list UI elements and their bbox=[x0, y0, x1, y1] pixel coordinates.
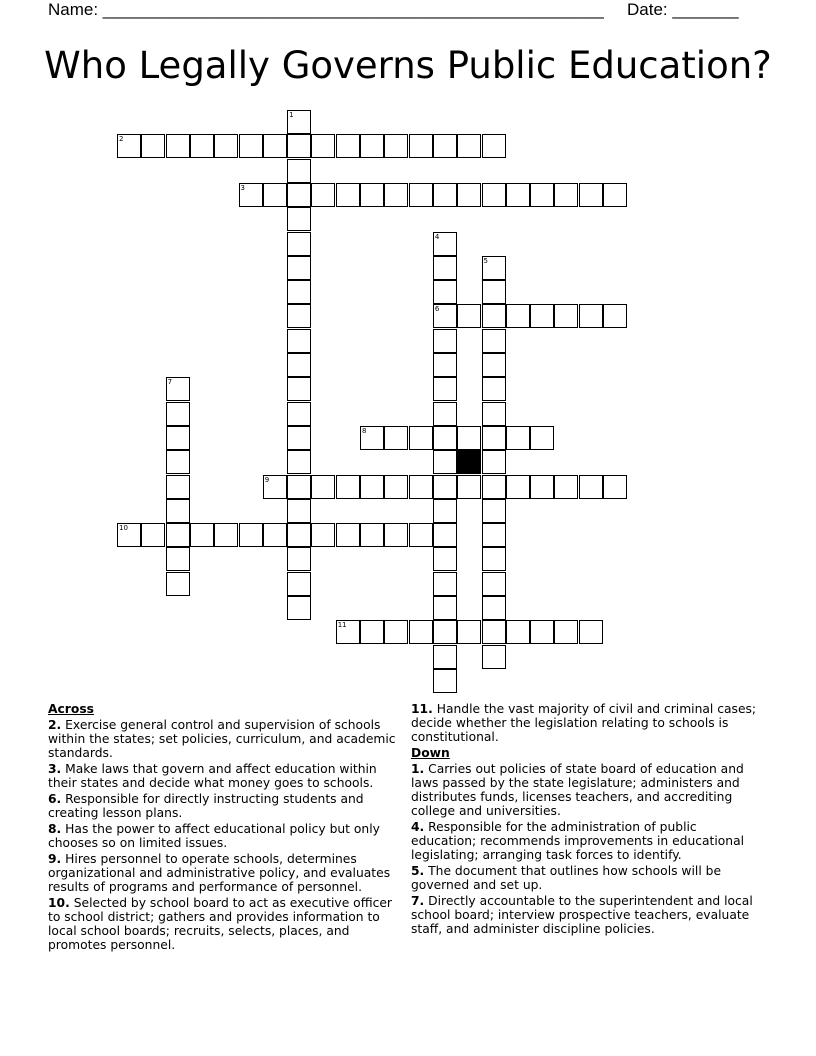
grid-cell[interactable] bbox=[506, 183, 530, 207]
grid-cell[interactable] bbox=[433, 304, 457, 328]
grid-cell[interactable] bbox=[239, 134, 263, 158]
clue-across-9: 9. Hires personnel to operate schools, determines organizational and administrative policy, and evaluates results of programs and performance of personnel. bbox=[48, 852, 391, 894]
grid-cell[interactable] bbox=[166, 450, 190, 474]
clue-number: 4 bbox=[434, 232, 440, 241]
grid-cell[interactable] bbox=[287, 110, 311, 134]
grid-cell[interactable] bbox=[287, 547, 311, 571]
grid-cell[interactable] bbox=[530, 620, 554, 644]
grid-cell[interactable] bbox=[287, 402, 311, 426]
clue-down-1: 1. Carries out policies of state board of education and laws passed by the state legislature; administers and distributes funds, licenses teachers, and accrediting college and universities. bbox=[411, 762, 744, 818]
clue-number: 8 bbox=[362, 426, 367, 435]
grid-cell[interactable] bbox=[287, 232, 311, 256]
clue-across-11: 11. Handle the vast majority of civil and criminal cases; decide whether the legislation relating to schools is constitutional. bbox=[411, 702, 757, 744]
grid-cell[interactable] bbox=[433, 523, 457, 547]
grid-cell[interactable] bbox=[166, 402, 190, 426]
grid-cell[interactable] bbox=[433, 402, 457, 426]
grid-cell[interactable] bbox=[336, 475, 360, 499]
grid-cell[interactable] bbox=[287, 572, 311, 596]
grid-cell[interactable] bbox=[482, 523, 506, 547]
grid-cell[interactable] bbox=[166, 523, 190, 547]
grid-cell[interactable] bbox=[287, 475, 311, 499]
grid-cell[interactable] bbox=[603, 304, 627, 328]
clue-across-10: 10. Selected by school board to act as executive officer to school district; gathers and provides information to local school boards; recruits, selects, places, and promotes personnel. bbox=[48, 896, 392, 952]
clue-down-7: 7. Directly accountable to the superintendent and local school board; interview prospective teachers, evaluate staff, and administer discipline policies. bbox=[411, 894, 753, 936]
grid-cell[interactable] bbox=[554, 304, 578, 328]
grid-cell[interactable] bbox=[457, 304, 481, 328]
clue-number: 5 bbox=[483, 256, 488, 265]
grid-cell[interactable] bbox=[190, 134, 214, 158]
grid-cell[interactable] bbox=[433, 645, 457, 669]
grid-cell[interactable] bbox=[409, 426, 433, 450]
grid-cell[interactable] bbox=[384, 134, 408, 158]
grid-cell[interactable] bbox=[287, 426, 311, 450]
grid-cell[interactable] bbox=[433, 232, 457, 256]
grid-cell[interactable] bbox=[530, 304, 554, 328]
grid-cell[interactable] bbox=[214, 523, 238, 547]
grid-cell[interactable] bbox=[287, 134, 311, 158]
grid-cell[interactable] bbox=[482, 377, 506, 401]
grid-cell[interactable] bbox=[603, 475, 627, 499]
page-title: Who Legally Governs Public Education? bbox=[44, 44, 772, 87]
grid-cell[interactable] bbox=[457, 620, 481, 644]
grid-cell[interactable] bbox=[311, 183, 335, 207]
grid-cell[interactable] bbox=[409, 134, 433, 158]
grid-cell[interactable] bbox=[482, 450, 506, 474]
grid-cell[interactable] bbox=[433, 475, 457, 499]
grid-cell[interactable] bbox=[166, 426, 190, 450]
grid-cell[interactable] bbox=[166, 547, 190, 571]
clue-number: 10 bbox=[119, 524, 128, 533]
grid-cell[interactable] bbox=[287, 280, 311, 304]
grid-cell[interactable] bbox=[482, 547, 506, 571]
grid-cell[interactable] bbox=[433, 134, 457, 158]
grid-cell[interactable] bbox=[360, 183, 384, 207]
grid-cell[interactable] bbox=[482, 402, 506, 426]
grid-cell[interactable] bbox=[287, 183, 311, 207]
clue-across-6: 6. Responsible for directly instructing students and creating lesson plans. bbox=[48, 792, 364, 820]
grid-cell[interactable] bbox=[579, 304, 603, 328]
grid-cell[interactable] bbox=[360, 523, 384, 547]
grid-cell[interactable] bbox=[311, 475, 335, 499]
clue-number: 11 bbox=[337, 621, 347, 630]
grid-cell[interactable] bbox=[506, 426, 530, 450]
grid-cell[interactable] bbox=[287, 499, 311, 523]
clue-number: 1 bbox=[289, 111, 294, 119]
grid-cell[interactable] bbox=[360, 620, 384, 644]
grid-cell[interactable] bbox=[336, 523, 360, 547]
grid-cell[interactable] bbox=[287, 353, 311, 377]
grid-cell[interactable] bbox=[603, 183, 627, 207]
grid-cell[interactable] bbox=[433, 572, 457, 596]
grid-cell[interactable] bbox=[287, 596, 311, 620]
grid-cell[interactable] bbox=[360, 475, 384, 499]
grid-cell[interactable] bbox=[579, 620, 603, 644]
grid-cell[interactable] bbox=[166, 134, 190, 158]
clue-across-8: 8. Has the power to affect educational policy but only chooses so on limited issues. bbox=[48, 822, 380, 850]
grid-cell[interactable] bbox=[530, 183, 554, 207]
grid-cell[interactable] bbox=[166, 377, 190, 401]
name-field-label: Name: _____________________________________________________ bbox=[48, 0, 604, 19]
grid-cell[interactable] bbox=[457, 183, 481, 207]
grid-cell[interactable] bbox=[482, 329, 506, 353]
grid-cell[interactable] bbox=[311, 134, 335, 158]
grid-cell[interactable] bbox=[482, 183, 506, 207]
clue-down-5: 5. The document that outlines how schools will be governed and set up. bbox=[411, 864, 722, 892]
grid-cell[interactable] bbox=[433, 596, 457, 620]
grid-cell[interactable] bbox=[482, 499, 506, 523]
grid-cell[interactable] bbox=[433, 669, 457, 693]
grid-cell[interactable] bbox=[336, 620, 360, 644]
grid-cell[interactable] bbox=[360, 426, 384, 450]
grid-cell[interactable] bbox=[482, 572, 506, 596]
grid-cell[interactable] bbox=[360, 134, 384, 158]
grid-cell[interactable] bbox=[482, 475, 506, 499]
grid-cell[interactable] bbox=[433, 426, 457, 450]
grid-cell[interactable] bbox=[311, 523, 335, 547]
grid-cell[interactable] bbox=[409, 523, 433, 547]
clue-across-3: 3. Make laws that govern and affect education within their states and decide what money goes to schools. bbox=[48, 762, 377, 790]
clue-number: 7 bbox=[167, 378, 173, 387]
grid-cell[interactable] bbox=[506, 304, 530, 328]
grid-cell[interactable] bbox=[457, 475, 481, 499]
grid-cell[interactable] bbox=[287, 450, 311, 474]
grid-cell[interactable] bbox=[433, 620, 457, 644]
across-clues bbox=[48, 702, 404, 954]
grid-cell[interactable] bbox=[433, 499, 457, 523]
grid-cell[interactable] bbox=[457, 426, 481, 450]
grid-cell[interactable] bbox=[166, 572, 190, 596]
grid-cell[interactable] bbox=[239, 183, 263, 207]
grid-cell[interactable] bbox=[117, 134, 141, 158]
grid-cell[interactable] bbox=[506, 475, 530, 499]
grid-cell[interactable] bbox=[554, 183, 578, 207]
grid-cell[interactable] bbox=[287, 377, 311, 401]
grid-cell[interactable] bbox=[190, 523, 214, 547]
grid-cell[interactable] bbox=[433, 450, 457, 474]
grid-cell[interactable] bbox=[579, 183, 603, 207]
grid-cell[interactable] bbox=[433, 547, 457, 571]
grid-cell[interactable] bbox=[482, 280, 506, 304]
clue-number: 9 bbox=[264, 475, 270, 484]
grid-cell[interactable] bbox=[530, 426, 554, 450]
grid-cell[interactable] bbox=[263, 134, 287, 158]
grid-cell[interactable] bbox=[263, 183, 287, 207]
grid-cell[interactable] bbox=[433, 280, 457, 304]
grid-cell[interactable] bbox=[384, 620, 408, 644]
grid-cell[interactable] bbox=[336, 183, 360, 207]
grid-cell[interactable] bbox=[287, 207, 311, 231]
date-field-label: Date: _______ bbox=[627, 0, 739, 19]
down-heading: Down bbox=[411, 746, 450, 760]
grid-cell[interactable] bbox=[287, 304, 311, 328]
grid-cell[interactable] bbox=[482, 134, 506, 158]
clue-down-4: 4. Responsible for the administration of public education; recommends improvements in educational legislating; arranging task forces to identify. bbox=[411, 820, 745, 862]
grid-cell[interactable] bbox=[287, 523, 311, 547]
grid-cell[interactable] bbox=[530, 475, 554, 499]
grid-cell[interactable] bbox=[384, 426, 408, 450]
grid-cell[interactable] bbox=[433, 256, 457, 280]
grid-cell[interactable] bbox=[384, 183, 408, 207]
grid-cell[interactable] bbox=[287, 159, 311, 183]
grid-cell[interactable] bbox=[384, 523, 408, 547]
grid-cell[interactable] bbox=[263, 475, 287, 499]
grid-cell[interactable] bbox=[384, 475, 408, 499]
grid-cell[interactable] bbox=[287, 256, 311, 280]
grid-cell[interactable] bbox=[433, 377, 457, 401]
grid-cell[interactable] bbox=[263, 523, 287, 547]
grid-cell[interactable] bbox=[214, 134, 238, 158]
grid-cell[interactable] bbox=[482, 426, 506, 450]
grid-cell[interactable] bbox=[482, 596, 506, 620]
black-cell bbox=[457, 450, 481, 474]
grid-cell[interactable] bbox=[141, 134, 165, 158]
grid-cell[interactable] bbox=[287, 329, 311, 353]
grid-cell[interactable] bbox=[482, 620, 506, 644]
grid-cell[interactable] bbox=[579, 475, 603, 499]
grid-cell[interactable] bbox=[409, 183, 433, 207]
grid-cell[interactable] bbox=[141, 523, 165, 547]
grid-cell[interactable] bbox=[433, 353, 457, 377]
clue-across-2: 2. Exercise general control and supervision of schools within the states; set policies, curriculum, and academic standards. bbox=[48, 718, 396, 760]
grid-cell[interactable] bbox=[433, 329, 457, 353]
right-clues bbox=[411, 702, 761, 938]
across-heading: Across bbox=[48, 702, 94, 716]
grid-cell[interactable] bbox=[166, 499, 190, 523]
grid-cell[interactable] bbox=[457, 134, 481, 158]
grid-cell[interactable] bbox=[482, 256, 506, 280]
grid-cell[interactable] bbox=[433, 183, 457, 207]
grid-cell[interactable] bbox=[506, 620, 530, 644]
clue-number: 3 bbox=[240, 183, 245, 192]
grid-cell[interactable] bbox=[554, 475, 578, 499]
grid-cell[interactable] bbox=[239, 523, 263, 547]
grid-cell[interactable] bbox=[336, 134, 360, 158]
grid-cell[interactable] bbox=[409, 620, 433, 644]
clue-number: 6 bbox=[434, 305, 440, 314]
clue-number: 2 bbox=[119, 135, 124, 144]
grid-cell[interactable] bbox=[117, 523, 141, 547]
grid-cell[interactable] bbox=[554, 620, 578, 644]
grid-cell[interactable] bbox=[166, 475, 190, 499]
grid-cell[interactable] bbox=[482, 353, 506, 377]
grid-cell[interactable] bbox=[482, 304, 506, 328]
grid-cell[interactable] bbox=[482, 645, 506, 669]
grid-cell[interactable] bbox=[409, 475, 433, 499]
